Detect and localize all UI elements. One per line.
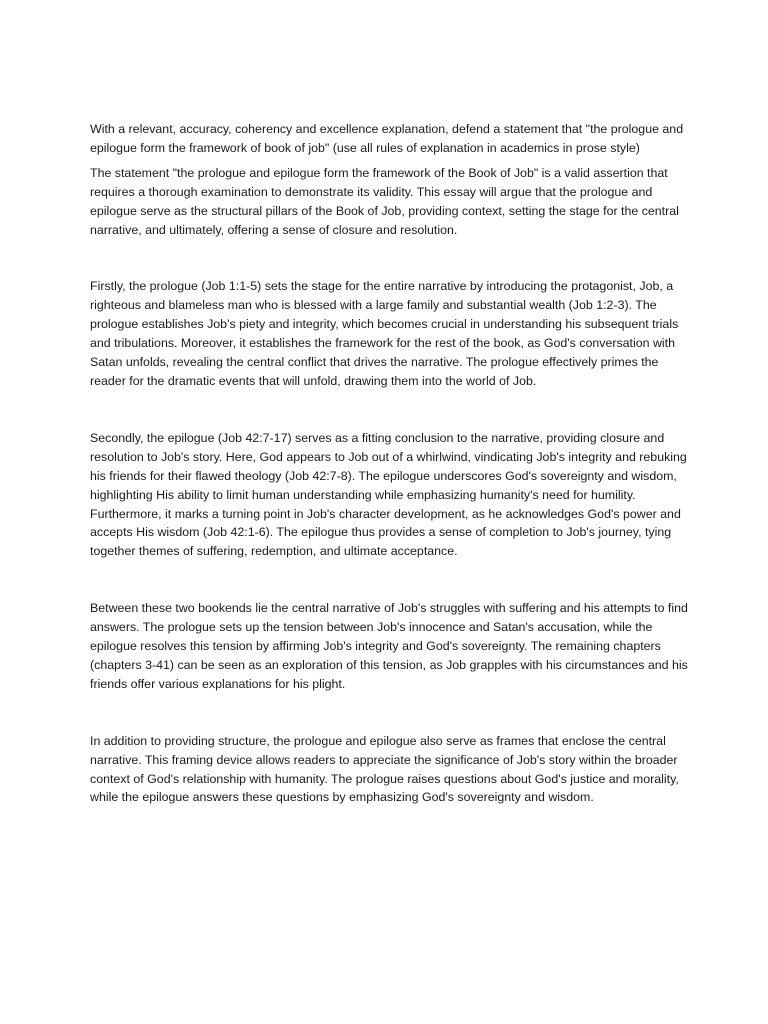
prompt-paragraph: With a relevant, accuracy, coherency and excellence explanation, defend a statement that "the prologue and epilogue form the framework of book of job" (use all rules of explanation in academics in prose style)	[90, 122, 684, 155]
intro-paragraph: The statement "the prologue and epilogue form the framework of the Book of Job" is a valid assertion that requires a thorough examination to demonstrate its validity. This essay will argue that the prologue and epilogue serve as the structural pillars of the Book of Job, providing context, setting the stage for the central narrative, and ultimately, offering a sense of closure and resolution.	[90, 165, 679, 237]
central-narrative-paragraph: Between these two bookends lie the central narrative of Job's struggles with suffering and his attempts to find answers. The prologue sets up the tension between Job's innocence and Satan's accusation, while the epilogue resolves this tension by affirming Job's integrity and God's sovereignty. The remaining chapters (chapters 3-41) can be seen as an exploration of this tension, as Job grapples with his circumstances and his friends offer various explanations for his plight.	[90, 601, 688, 691]
document-body	[90, 120, 690, 807]
prologue-paragraph: Firstly, the prologue (Job 1:1-5) sets the stage for the entire narrative by introducing the protagonist, Job, a righteous and blameless man who is blessed with a large family and substantial wealth (Job 1:2-3). The prologue establishes Job's piety and integrity, which becomes crucial in understanding his subsequent trials and tribulations. Moreover, it establishes the framework for the rest of the book, as God's conversation with Satan unfolds, revealing the central conflict that drives the narrative. The prologue effectively primes the reader for the dramatic events that will unfold, drawing them into the world of Job.	[90, 279, 679, 388]
framing-paragraph: In addition to providing structure, the prologue and epilogue also serve as frames that enclose the central narrative. This framing device allows readers to appreciate the significance of Job's story within the broader context of God's relationship with humanity. The prologue raises questions about God's justice and morality, while the epilogue answers these questions by emphasizing God's sovereignty and wisdom.	[90, 733, 679, 805]
epilogue-paragraph: Secondly, the epilogue (Job 42:7-17) serves as a fitting conclusion to the narrative, providing closure and resolution to Job's story. Here, God appears to Job out of a whirlwind, vindicating Job's integrity and rebuking his friends for their flawed theology (Job 42:7-8). The epilogue underscores God's sovereignty and wisdom, highlighting His ability to limit human understanding while emphasizing humanity's need for humility. Furthermore, it marks a turning point in Job's character development, as he acknowledges God's power and accepts His wisdom (Job 42:1-6). The epilogue thus provides a sense of completion to Job's journey, tying together themes of suffering, redemption, and ultimate acceptance.	[90, 430, 687, 559]
